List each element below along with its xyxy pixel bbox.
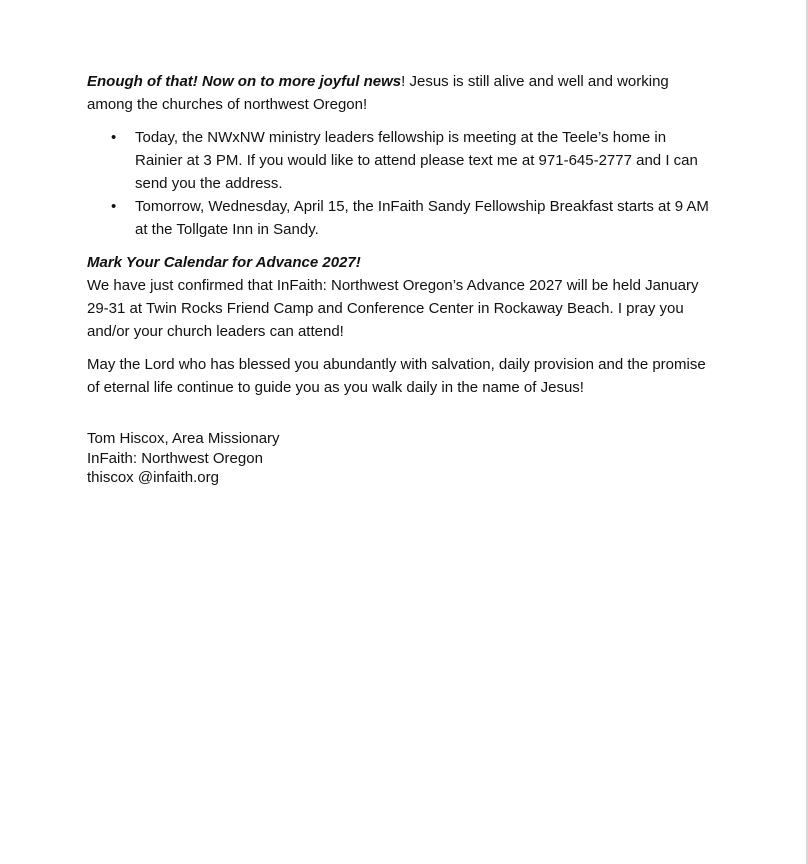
list-item-text: Today, the NWxNW ministry leaders fellowship is meeting at the Teele’s home in Rainier at 3 PM. If you would like to attend please text me at 971-645-2777 and I can send you the address.	[135, 129, 698, 192]
bullet-icon: •	[111, 129, 117, 146]
signature-organization: InFaith: Northwest Oregon	[87, 449, 263, 467]
intro-text: ! Jesus is still alive and well and working among the churches of northwest Oregon!	[87, 73, 669, 113]
signature-name: Tom Hiscox, Area Missionary	[87, 430, 280, 447]
signature-block	[87, 429, 717, 488]
intro-emphasis: Enough of that! Now on to more joyful news	[87, 73, 402, 90]
advance-heading: Mark Your Calendar for Advance 2027!	[87, 254, 361, 271]
list-item-text: Tomorrow, Wednesday, April 15, the InFaith Sandy Fellowship Breakfast starts at 9 AM at the Tollgate Inn in Sandy.	[135, 198, 709, 238]
list-item	[87, 195, 717, 241]
bullet-icon: •	[111, 198, 117, 215]
blessing-paragraph: May the Lord who has blessed you abundantly with salvation, daily provision and the promise of eternal life continue to guide you as you walk daily in the name of Jesus!	[87, 356, 706, 396]
signature-email: thiscox @infaith.org	[87, 469, 219, 486]
event-list	[87, 126, 717, 241]
document-body	[87, 70, 717, 488]
intro-paragraph	[87, 70, 717, 116]
advance-paragraph: We have just confirmed that InFaith: Northwest Oregon’s Advance 2027 will be held January 29-31 at Twin Rocks Friend Camp and Conference Center in Rockaway Beach. I pray you and/or your church leaders can attend!	[87, 277, 699, 340]
list-item	[87, 126, 717, 195]
